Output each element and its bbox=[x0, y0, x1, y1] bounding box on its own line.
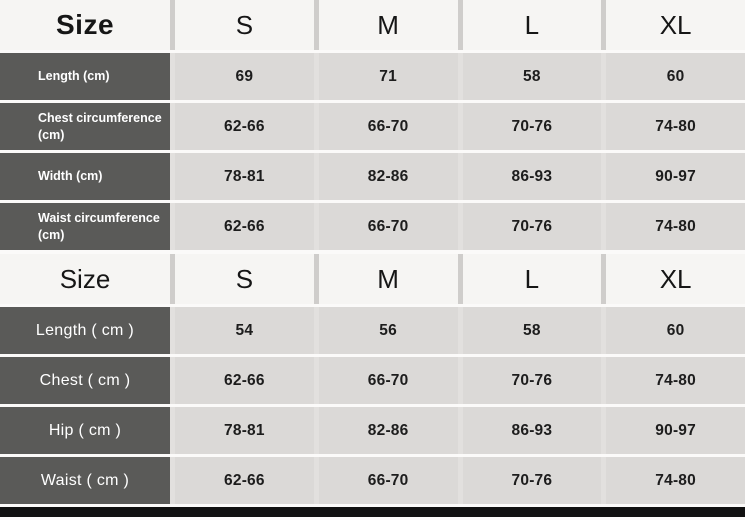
t2-waist-l: 70-76 bbox=[463, 457, 602, 504]
t2-row-waist bbox=[0, 457, 745, 504]
t2-size-col-s: S bbox=[175, 254, 314, 304]
t2-size-col-l: L bbox=[463, 254, 602, 304]
t1-chest-xl: 74-80 bbox=[606, 103, 745, 150]
t1-width-xl: 90-97 bbox=[606, 153, 745, 200]
t2-hip-s: 78-81 bbox=[175, 407, 314, 454]
size-table-1 bbox=[0, 0, 745, 250]
t2-chest-m: 66-70 bbox=[319, 357, 458, 404]
t1-header-row bbox=[0, 0, 745, 50]
t1-row-waist-label: Waist circumference (cm) bbox=[0, 203, 170, 250]
t2-length-l: 58 bbox=[463, 307, 602, 354]
t1-waist-m: 66-70 bbox=[319, 203, 458, 250]
t1-size-col-s: S bbox=[175, 0, 314, 50]
t2-waist-xl: 74-80 bbox=[606, 457, 745, 504]
t1-row-waist bbox=[0, 203, 745, 250]
t2-size-col-m: M bbox=[319, 254, 458, 304]
bottom-black-bar bbox=[0, 507, 745, 517]
t1-row-chest bbox=[0, 103, 745, 150]
t2-waist-s: 62-66 bbox=[175, 457, 314, 504]
t2-hip-xl: 90-97 bbox=[606, 407, 745, 454]
t1-row-width bbox=[0, 153, 745, 200]
t2-waist-m: 66-70 bbox=[319, 457, 458, 504]
t1-waist-xl: 74-80 bbox=[606, 203, 745, 250]
t1-width-s: 78-81 bbox=[175, 153, 314, 200]
t2-row-length bbox=[0, 307, 745, 354]
t2-header-row bbox=[0, 254, 745, 304]
t2-length-xl: 60 bbox=[606, 307, 745, 354]
t1-chest-l: 70-76 bbox=[463, 103, 602, 150]
t2-chest-xl: 74-80 bbox=[606, 357, 745, 404]
size-table-2 bbox=[0, 254, 745, 504]
t1-length-s: 69 bbox=[175, 53, 314, 100]
t1-waist-l: 70-76 bbox=[463, 203, 602, 250]
t2-row-waist-label: Waist ( cm ) bbox=[0, 457, 170, 504]
t1-chest-s: 62-66 bbox=[175, 103, 314, 150]
t1-row-length bbox=[0, 53, 745, 100]
t1-waist-s: 62-66 bbox=[175, 203, 314, 250]
t1-chest-m: 66-70 bbox=[319, 103, 458, 150]
t2-chest-l: 70-76 bbox=[463, 357, 602, 404]
t1-size-header-cell: Size bbox=[0, 0, 170, 50]
t1-row-width-label: Width (cm) bbox=[0, 153, 170, 200]
t2-length-m: 56 bbox=[319, 307, 458, 354]
t2-row-chest bbox=[0, 357, 745, 404]
t1-length-xl: 60 bbox=[606, 53, 745, 100]
t2-chest-s: 62-66 bbox=[175, 357, 314, 404]
t2-row-hip-label: Hip ( cm ) bbox=[0, 407, 170, 454]
t1-row-length-label: Length (cm) bbox=[0, 53, 170, 100]
t2-row-length-label: Length ( cm ) bbox=[0, 307, 170, 354]
t1-length-l: 58 bbox=[463, 53, 602, 100]
t1-size-col-xl: XL bbox=[606, 0, 745, 50]
t2-row-chest-label: Chest ( cm ) bbox=[0, 357, 170, 404]
t1-row-chest-label: Chest circumference (cm) bbox=[0, 103, 170, 150]
t2-hip-m: 82-86 bbox=[319, 407, 458, 454]
t2-length-s: 54 bbox=[175, 307, 314, 354]
t1-size-col-l: L bbox=[463, 0, 602, 50]
t2-hip-l: 86-93 bbox=[463, 407, 602, 454]
t2-size-col-xl: XL bbox=[606, 254, 745, 304]
t2-size-header-cell: Size bbox=[0, 254, 170, 304]
t2-row-hip bbox=[0, 407, 745, 454]
t1-width-m: 82-86 bbox=[319, 153, 458, 200]
t1-length-m: 71 bbox=[319, 53, 458, 100]
t1-width-l: 86-93 bbox=[463, 153, 602, 200]
t1-size-col-m: M bbox=[319, 0, 458, 50]
